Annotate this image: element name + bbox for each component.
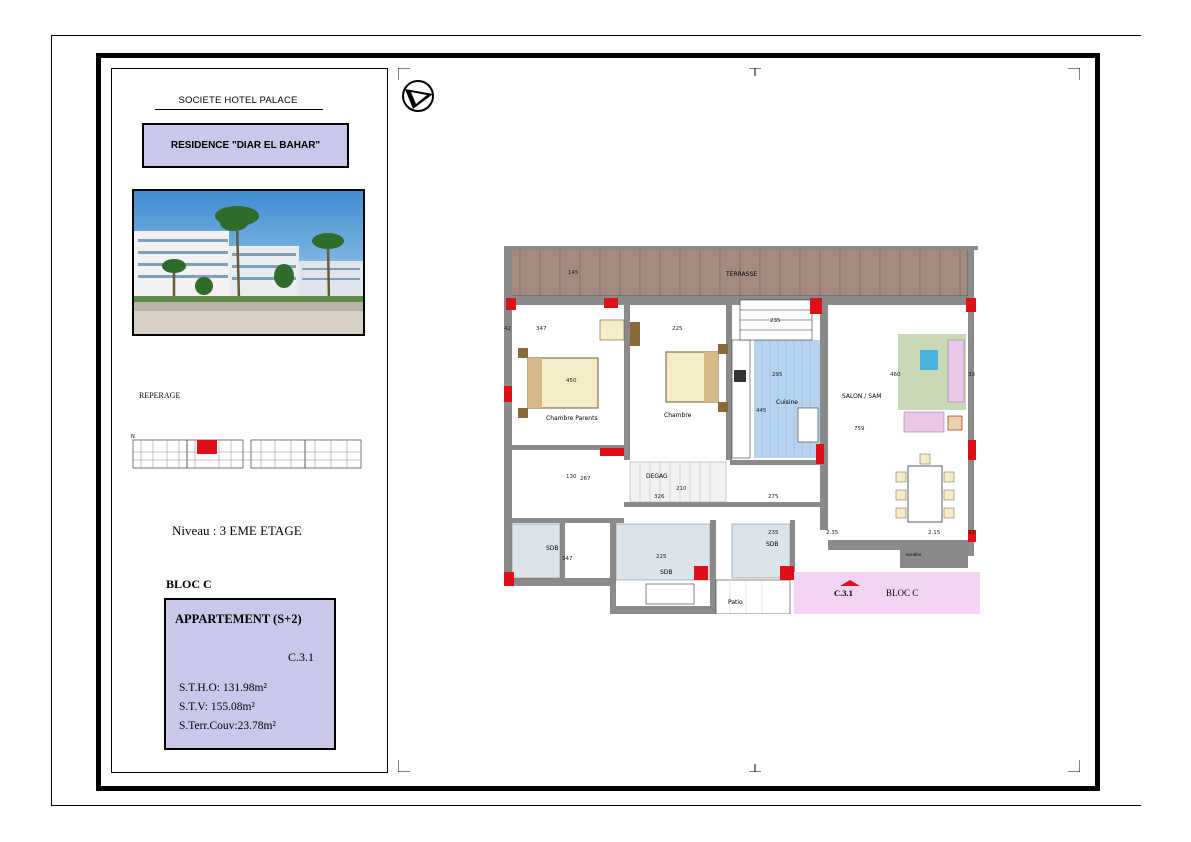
north-arrow-icon [401, 79, 437, 113]
floor-level: Niveau : 3 EME ETAGE [172, 523, 302, 538]
apartment-info-box [164, 598, 336, 750]
dim-460: 460 [890, 372, 901, 378]
dim-33b: 33 [968, 530, 975, 536]
dim-295: 295 [772, 372, 783, 378]
plan-small-note: escalier [906, 552, 922, 557]
reperage-label: REPERAGE [139, 391, 181, 400]
room-sdb-3: SDB [766, 541, 779, 548]
dim-225b: 225 [656, 554, 667, 560]
dim-33: 33 [968, 372, 975, 378]
residence-photo [132, 189, 365, 336]
room-chambre-parents: Chambre Parents [546, 415, 598, 422]
dim-275: 275 [768, 494, 779, 500]
area-stho: S.T.H.O: 131.98m² [179, 682, 267, 694]
svg-text:N: N [131, 434, 135, 440]
dim-326: 326 [654, 494, 665, 500]
floor-plan [500, 240, 981, 614]
dim-215: 2.15 [928, 530, 941, 536]
area-stv: S.T.V: 155.08m² [179, 701, 255, 713]
center-mark-bottom [749, 764, 761, 772]
bloc-label: BLOC C [166, 577, 212, 591]
room-cuisine: Cuisine [776, 399, 798, 406]
dim-130: 130 [566, 474, 577, 480]
sheet-border-bottom [51, 805, 1141, 806]
dim-210: 210 [676, 486, 687, 492]
key-plan [131, 432, 365, 474]
room-sdb-1: SDB [546, 545, 559, 552]
dim-347: 347 [536, 326, 547, 332]
dim-445: 445 [756, 408, 767, 414]
room-salon: SALON / SAM [842, 393, 882, 400]
dim-267: 267 [580, 476, 591, 482]
center-mark-top [749, 68, 761, 76]
room-chambre: Chambre [664, 412, 692, 419]
room-degag: DEGAG [646, 473, 668, 480]
dim-450: 450 [566, 378, 577, 384]
dim-235c: 235 [768, 530, 779, 536]
room-terrasse: TERRASSE [726, 271, 758, 278]
dim-42: 42 [504, 326, 511, 332]
corner-mark-bottom-right [1068, 760, 1080, 772]
corner-mark-top-right [1068, 68, 1080, 80]
dim-347b: 347 [562, 556, 573, 562]
dim-145: 145 [568, 270, 579, 276]
corner-mark-bottom-left [398, 760, 410, 772]
company-underline [155, 109, 323, 110]
sheet-border-top [51, 35, 1141, 36]
dim-235b: 2.35 [826, 530, 839, 536]
dim-759: 759 [854, 426, 865, 432]
dim-225: 225 [672, 326, 683, 332]
residence-title [142, 123, 349, 168]
dim-235: 235 [770, 318, 781, 324]
room-sdb-2: SDB [660, 569, 673, 576]
plan-bloc-code: C.3.1 [834, 588, 853, 598]
apartment-code: C.3.1 [288, 650, 315, 664]
residence-title-text: RESIDENCE "DIAR EL BAHAR" [170, 140, 321, 151]
plan-bloc-label: BLOC C [886, 588, 919, 598]
sheet-border-left [51, 35, 52, 806]
apartment-type: APPARTEMENT (S+2) [175, 612, 302, 626]
room-patio: Patio [728, 599, 743, 606]
company-name: SOCIETE HOTEL PALACE [178, 95, 298, 106]
area-terrace: S.Terr.Couv:23.78m² [179, 720, 276, 732]
